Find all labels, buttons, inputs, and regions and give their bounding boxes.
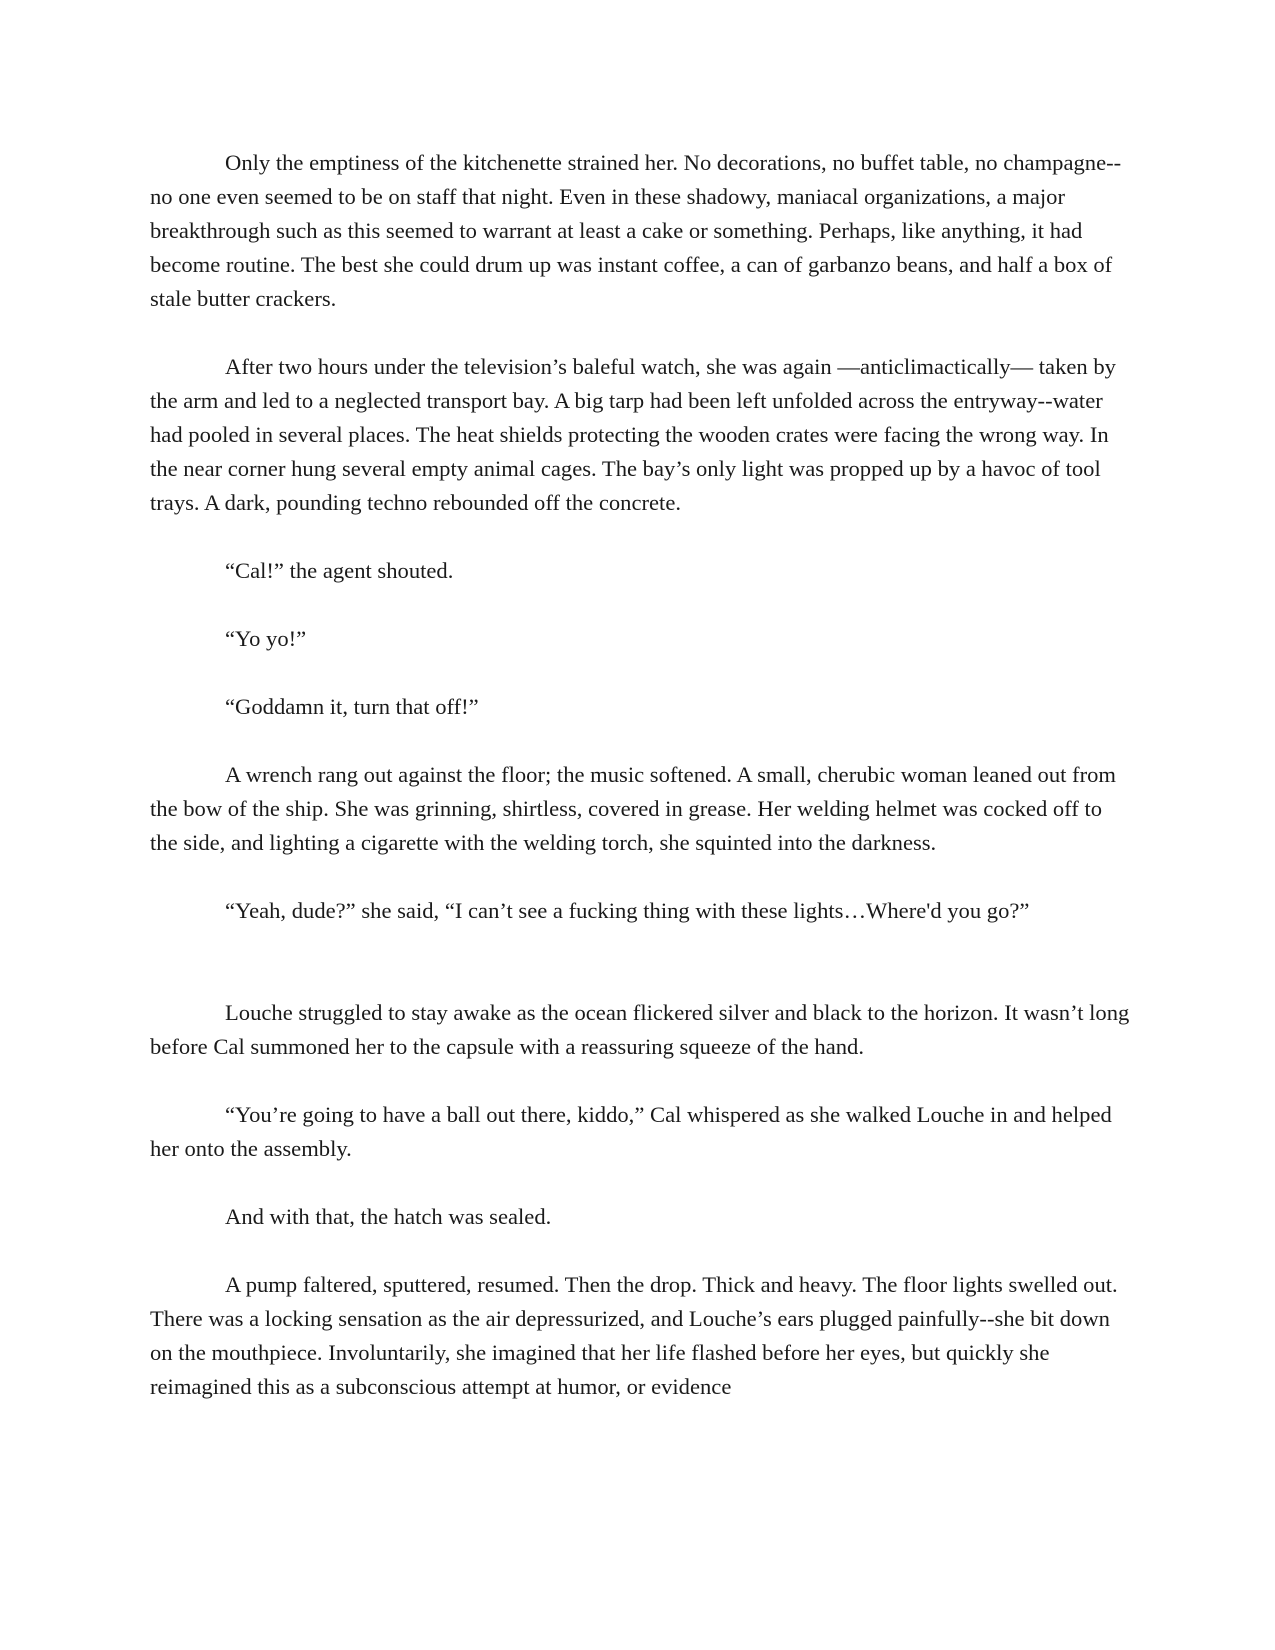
paragraph-dialogue-cal: “Cal!” the agent shouted. bbox=[225, 558, 454, 583]
paragraph-kitchenette: Only the emptiness of the kitchenette strained her. No decorations, no buffet table, no champagne--no one even seemed to be on staff that night. Even in these shadowy, maniacal organizations, a major breakthrough such as this seemed to warrant at least a cake or something. Perhaps, like anything, it had become routine. The best she could drum up was instant coffee, a can of garbanzo beans, and half a box of stale butter crackers. bbox=[150, 150, 1122, 311]
paragraph-drop: A pump faltered, sputtered, resumed. Then the drop. Thick and heavy. The floor lights swelled out. There was a locking sensation as the air depressurized, and Louche’s ears plugged painfully--she bit down on the mouthpiece. Involuntarily, she imagined that her life flashed before her eyes, but quickly she reimagined this as a subconscious attempt at humor, or evidence bbox=[150, 1272, 1118, 1399]
paragraph-dialogue-ball: “You’re going to have a ball out there, kiddo,” Cal whispered as she walked Louche in and helped her onto the assembly. bbox=[150, 1102, 1112, 1161]
paragraph-dialogue-yo: “Yo yo!” bbox=[225, 626, 307, 651]
paragraph-wrench: A wrench rang out against the floor; the music softened. A small, cherubic woman leaned out from the bow of the ship. She was grinning, shirtless, covered in grease. Her welding helmet was cocked off to the side, and lighting a cigarette with the welding torch, she squinted into the darkness. bbox=[150, 762, 1116, 855]
paragraph-transport-bay: After two hours under the television’s baleful watch, she was again —anticlimactically— taken by the arm and led to a neglected transport bay. A big tarp had been left unfolded across the entryway--water had pooled in several places. The heat shields protecting the wooden crates were facing the wrong way. In the near corner hung several empty animal cages. The bay’s only light was propped up by a havoc of tool trays. A dark, pounding techno rebounded off the concrete. bbox=[150, 354, 1116, 515]
manuscript-text bbox=[150, 146, 1130, 1404]
paragraph-dialogue-lights: “Yeah, dude?” she said, “I can’t see a fucking thing with these lights…Where'd you go?” bbox=[225, 898, 1030, 923]
paragraph-hatch: And with that, the hatch was sealed. bbox=[225, 1204, 552, 1229]
section-break bbox=[150, 962, 1130, 996]
paragraph-ocean: Louche struggled to stay awake as the ocean flickered silver and black to the horizon. It wasn’t long before Cal summoned her to the capsule with a reassuring squeeze of the hand. bbox=[150, 1000, 1130, 1059]
paragraph-dialogue-turn-off: “Goddamn it, turn that off!” bbox=[225, 694, 479, 719]
